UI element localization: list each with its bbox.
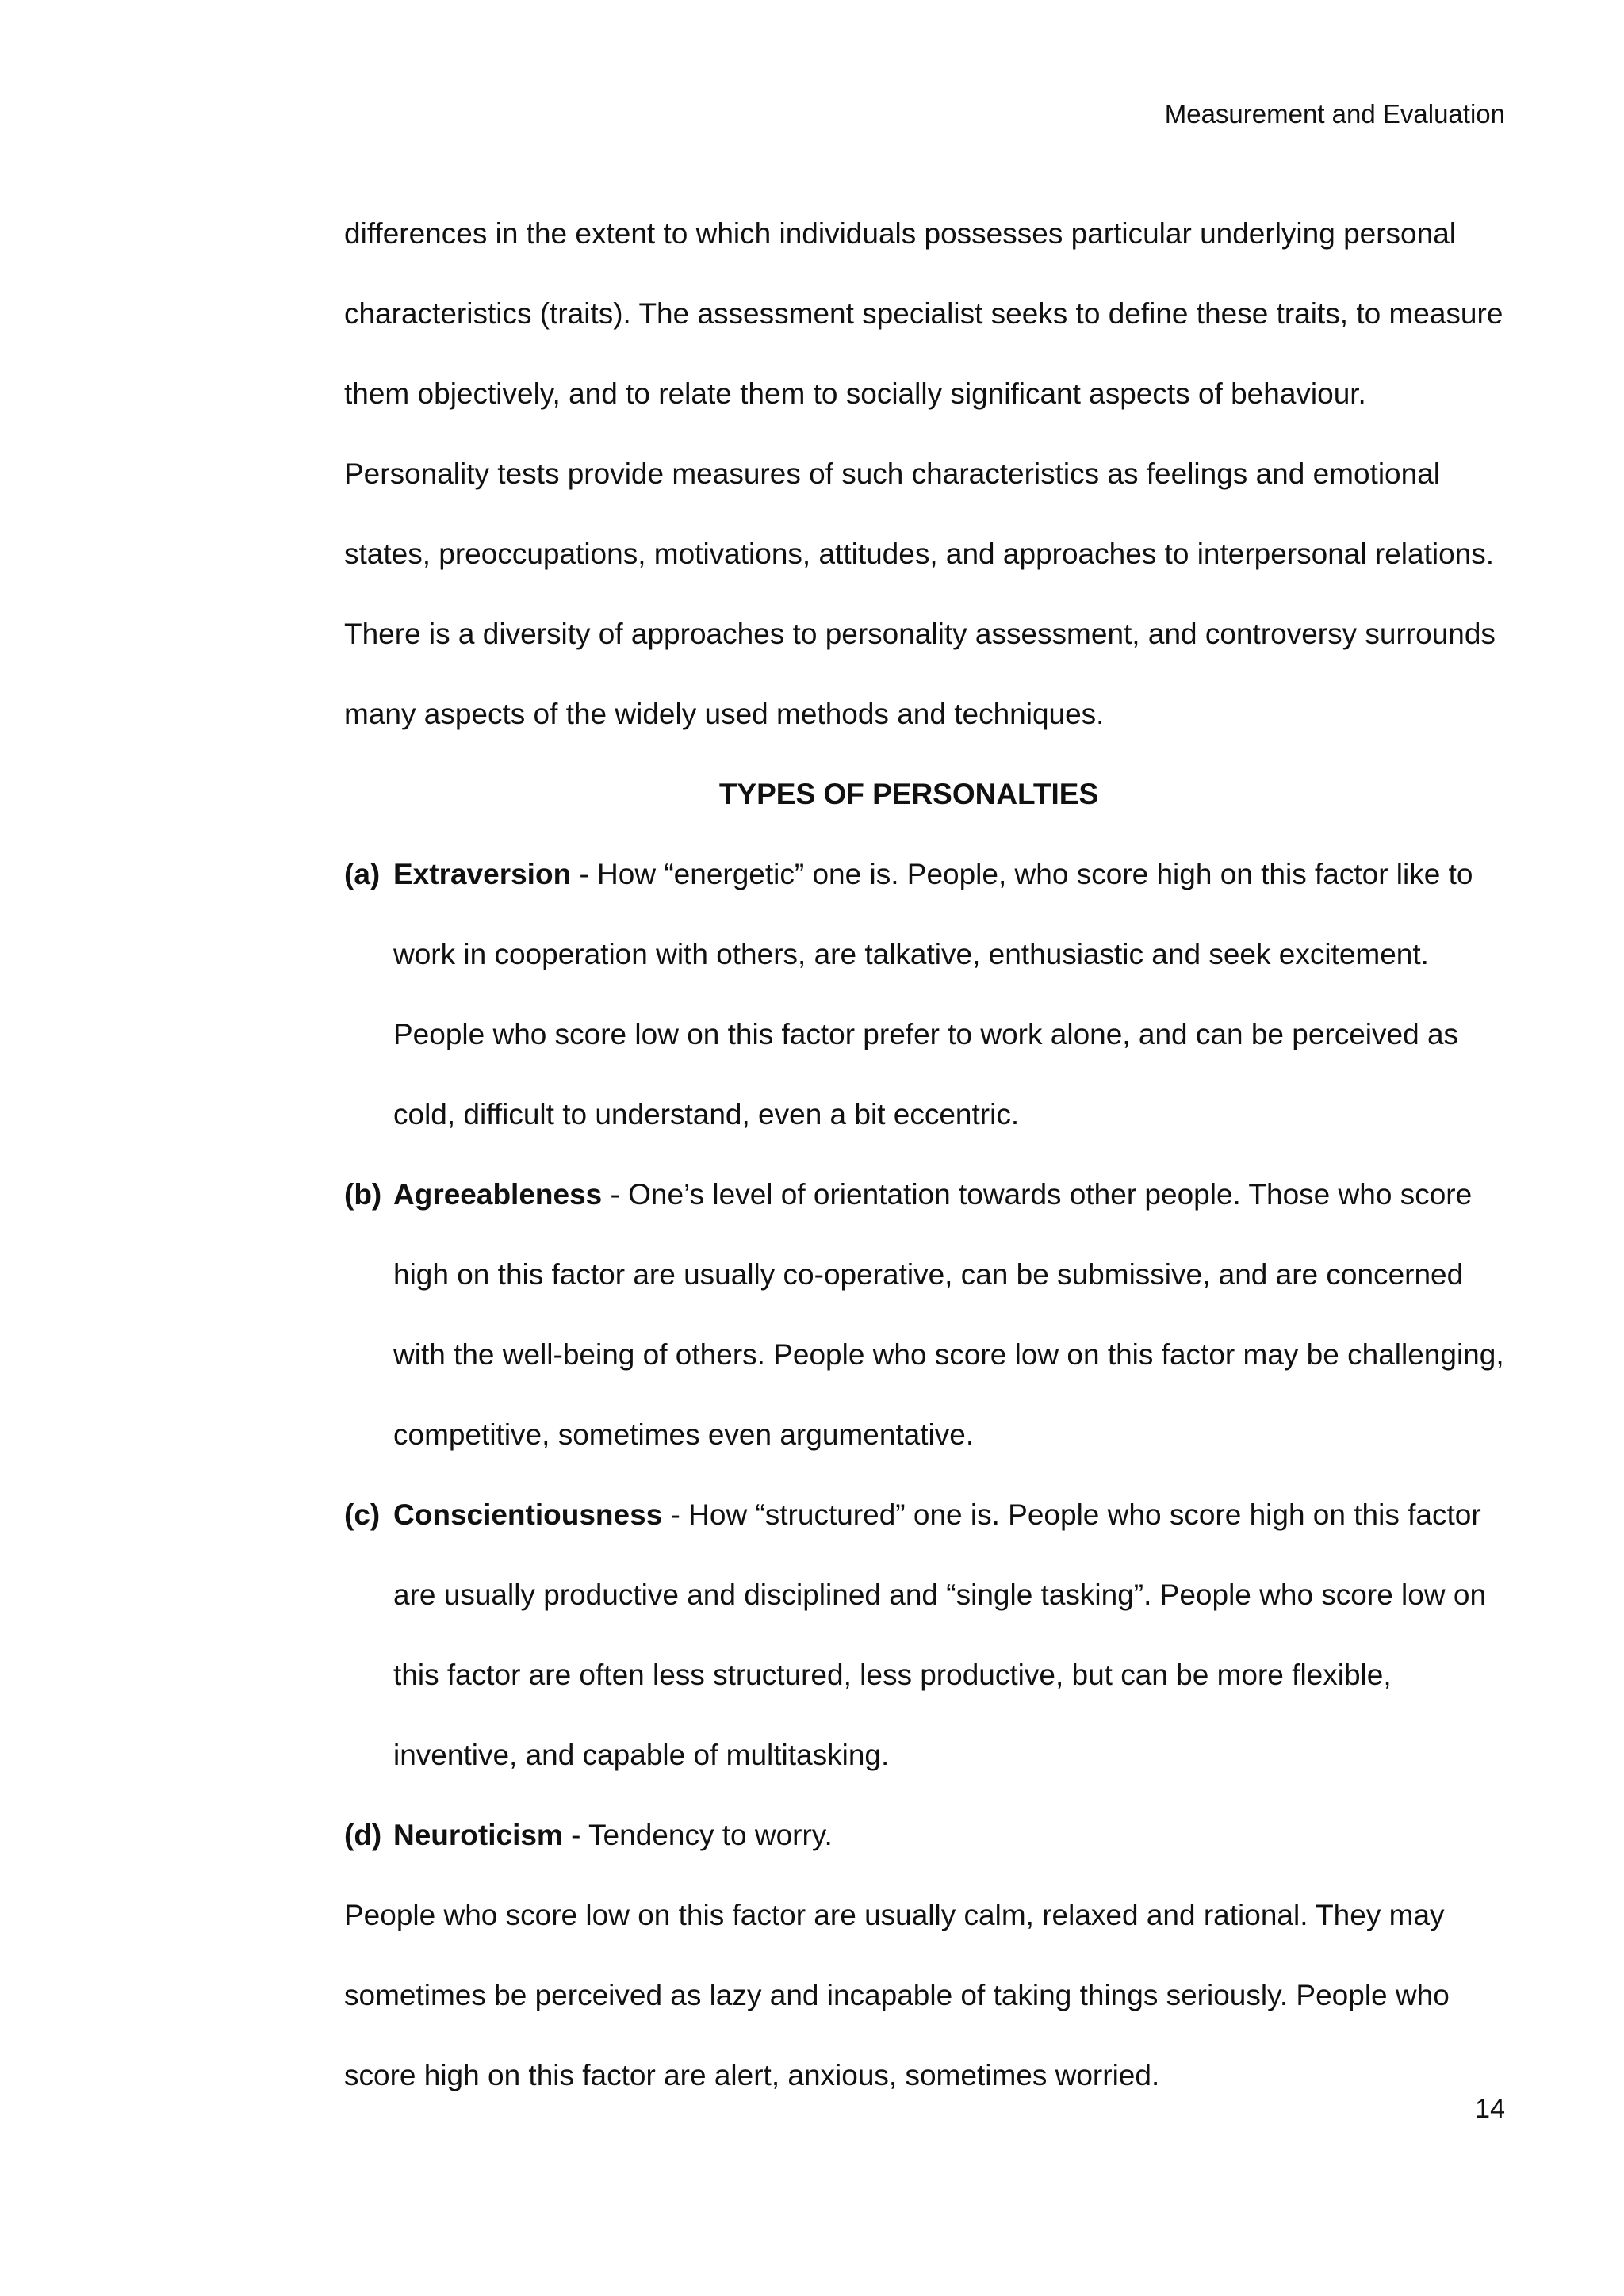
- page-body: [344, 193, 1505, 2115]
- section-heading: TYPES OF PERSONALTIES: [718, 778, 1099, 810]
- list-item-conscientiousness: [344, 1475, 1505, 1795]
- list-item-agreeableness: [344, 1154, 1505, 1475]
- closing-paragraph: People who score low on this factor are usually calm, relaxed and rational. They may sometimes be perceived as lazy and incapable of taking things seriously. People who score high on this factor are alert, anxious, sometimes worried.: [344, 1899, 1450, 2091]
- list-item-extraversion: [344, 834, 1505, 1154]
- list-term: Conscientiousness: [393, 1498, 663, 1531]
- list-item-neuroticism: [344, 1795, 1505, 1875]
- intro-paragraph: differences in the extent to which individuals possesses particular underlying personal characteristics (traits). The assessment specialist seeks to define these traits, to measure them objectively, and to relate them to socially significant aspects of behaviour. Personality tests provide measures of such characteristics as feelings and emotional states, preoccupations, motivations, attitudes, and approaches to interpersonal relations. There is a diversity of approaches to personality assessment, and controversy surrounds many aspects of the widely used methods and techniques.: [344, 217, 1503, 730]
- personality-types-list: [344, 834, 1505, 1875]
- list-marker: (d): [344, 1819, 382, 1851]
- page-number: 14: [1475, 2094, 1505, 2124]
- list-description: - Tendency to worry.: [562, 1819, 833, 1851]
- list-marker: (a): [344, 858, 381, 890]
- list-description: - How “structured” one is. People who score high on this factor are usually productive and disciplined and “single tasking”. People who score low on this factor are often less structured, less productive, but can be more flexible, inventive, and capable of multitasking.: [393, 1498, 1487, 1771]
- list-term: Extraversion: [393, 858, 572, 890]
- list-description: - One’s level of orientation towards other people. Those who score high on this factor are usually co-operative, can be submissive, and are concerned with the well-being of others. People who score low on this factor may be challenging, competitive, sometimes even argumentative.: [393, 1178, 1504, 1451]
- list-marker: (b): [344, 1178, 382, 1211]
- running-header: Measurement and Evaluation: [1164, 99, 1505, 128]
- list-description: - How “energetic” one is. People, who score high on this factor like to work in cooperation with others, are talkative, enthusiastic and seek excitement. People who score low on this factor prefer to work alone, and can be perceived as cold, difficult to understand, even a bit eccentric.: [393, 858, 1473, 1131]
- list-term: Neuroticism: [393, 1819, 563, 1851]
- list-term: Agreeableness: [393, 1178, 603, 1211]
- list-marker: (c): [344, 1498, 381, 1531]
